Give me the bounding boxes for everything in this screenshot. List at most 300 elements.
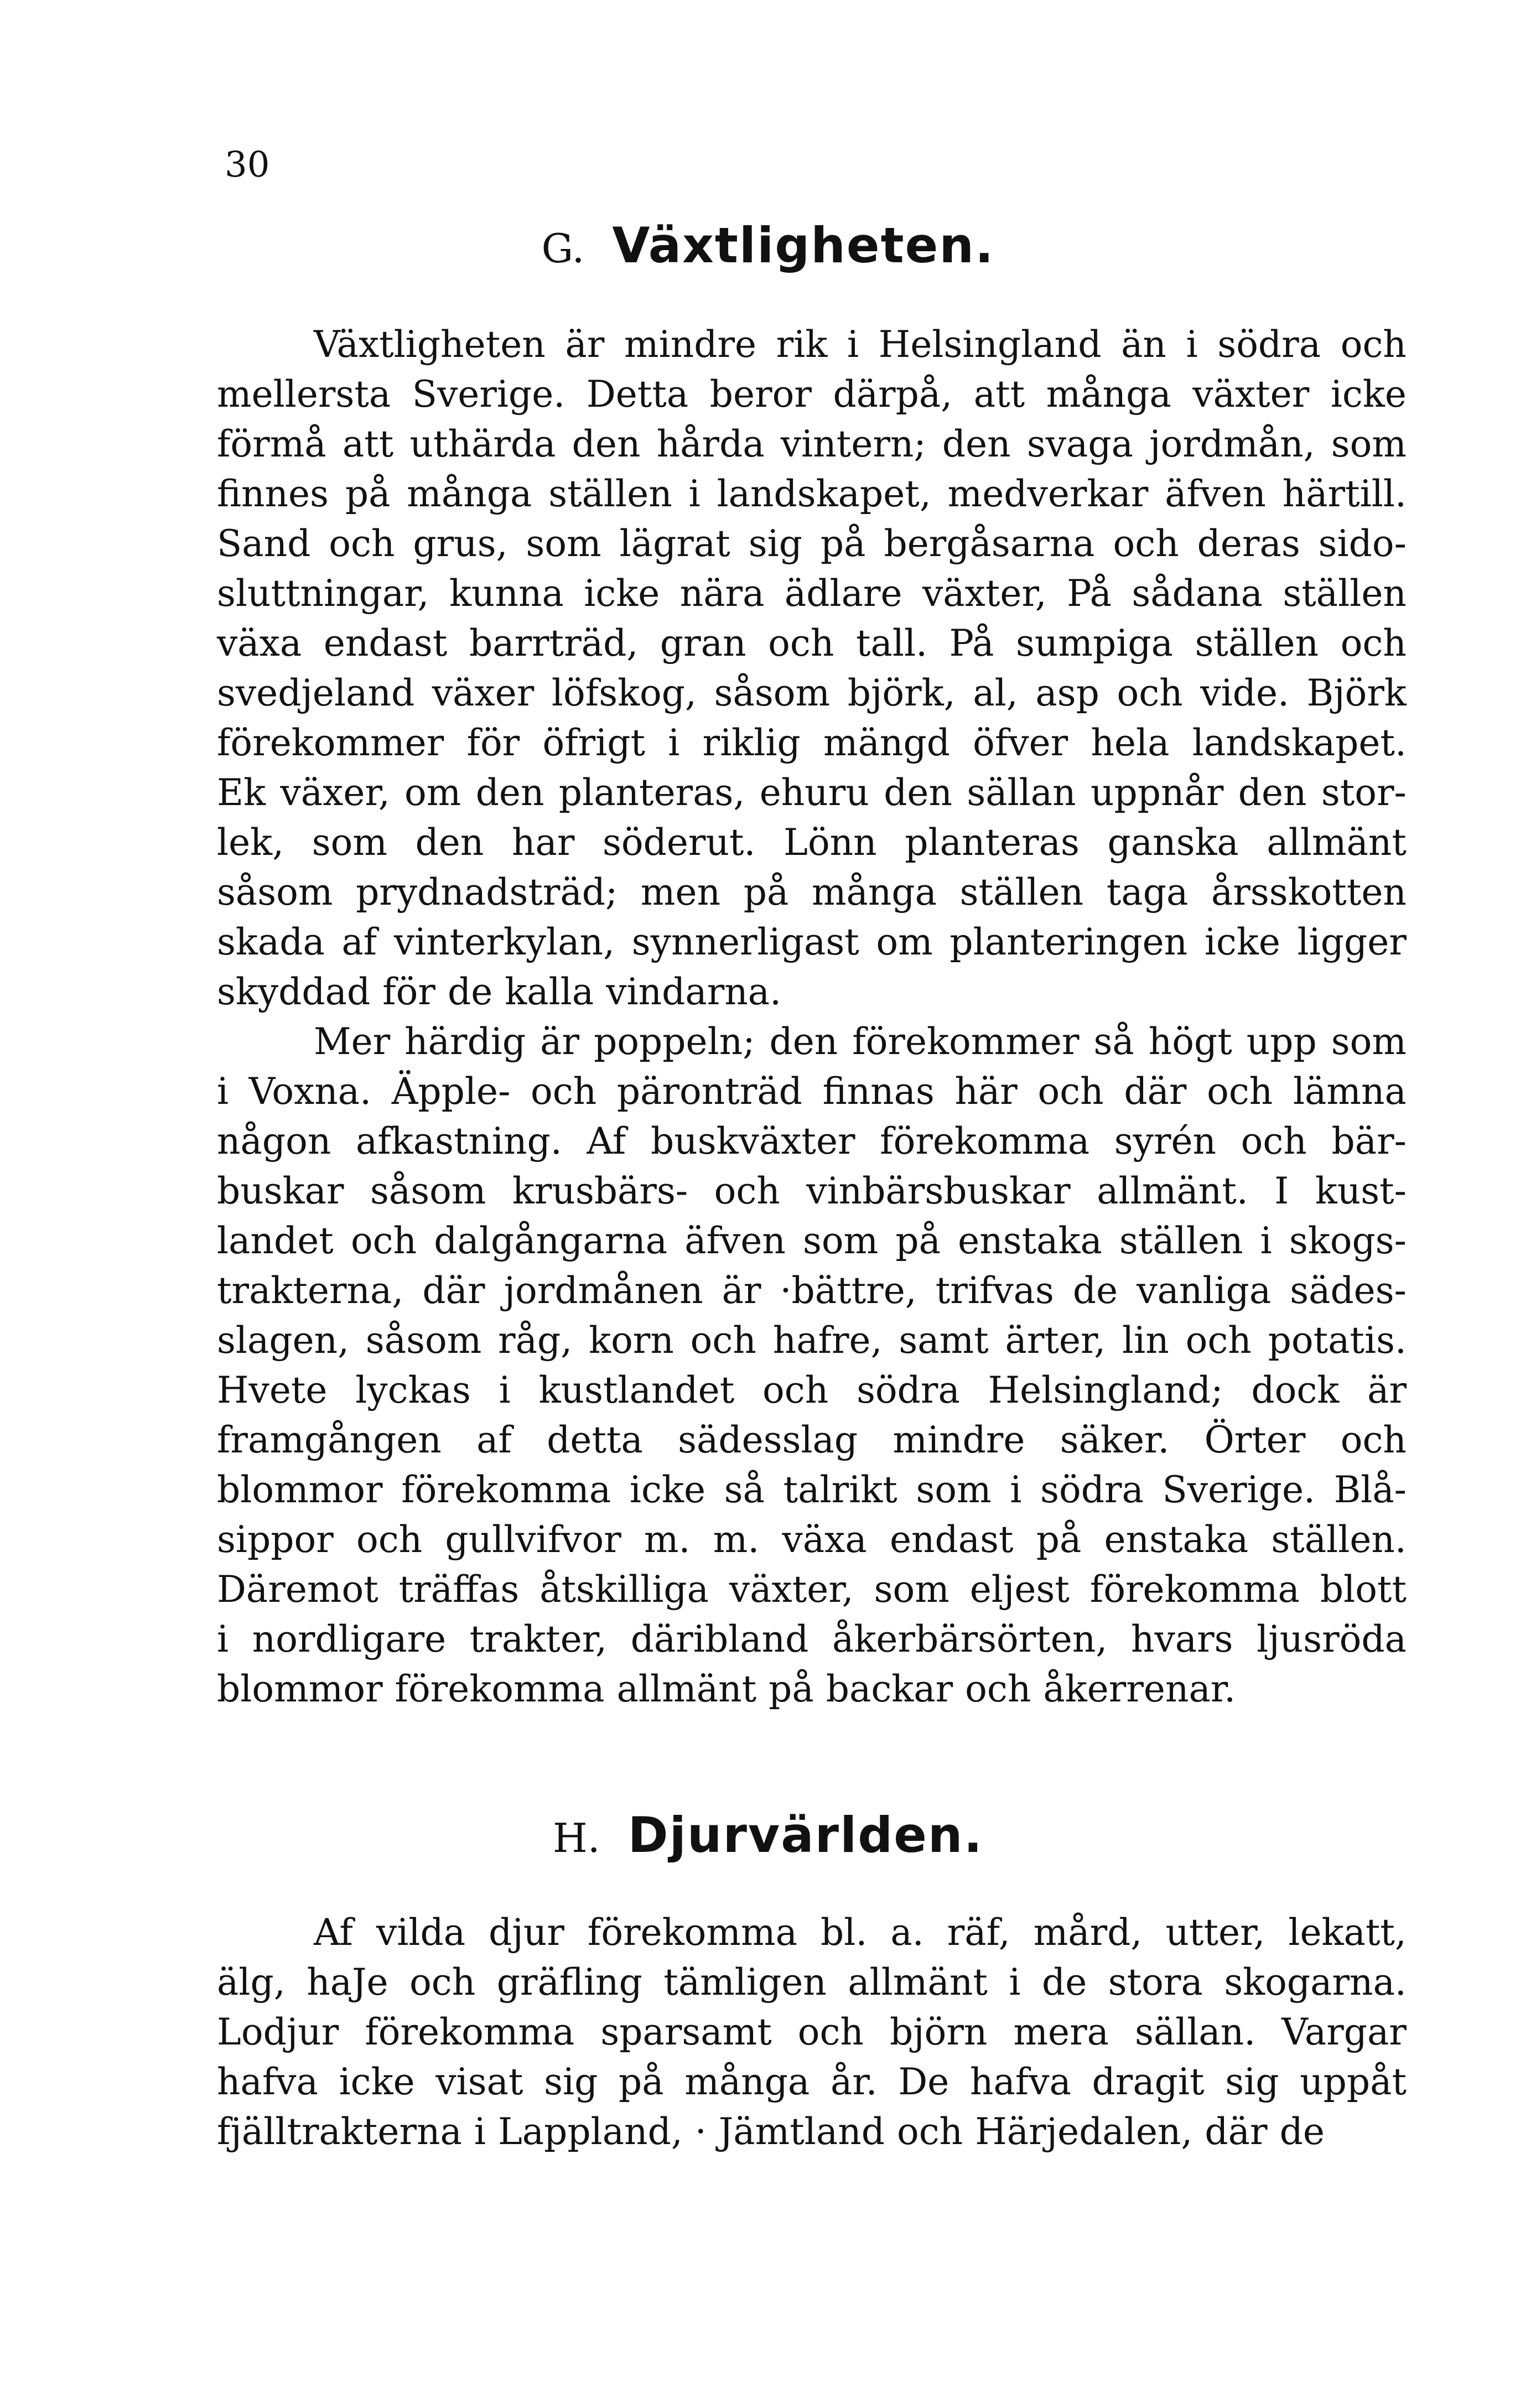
word: åkerrenar. (1043, 1668, 1236, 1710)
word: Däremot (217, 1568, 378, 1611)
word: på (743, 871, 789, 914)
word: I (1274, 1170, 1289, 1212)
word: allmänt. (1097, 1170, 1248, 1212)
word: af (476, 1419, 512, 1461)
text-line (217, 1316, 1407, 1366)
word: sluttningar, (217, 572, 429, 615)
word: den (942, 423, 1011, 465)
word: framgången (217, 1419, 442, 1461)
word: har (512, 821, 575, 864)
word: trifvas (935, 1269, 1054, 1312)
word: bergåsarna (884, 522, 1095, 565)
word: Blå- (1333, 1468, 1407, 1511)
word: sig (748, 522, 802, 565)
word: vintern; (780, 423, 926, 465)
word: haJe (307, 1961, 388, 2004)
word: gräfling (496, 1961, 642, 2004)
word: förekomma (401, 1468, 611, 1511)
word: år. (831, 2061, 878, 2103)
word: Mer (314, 1020, 391, 1063)
text-line (217, 967, 1407, 1017)
word: ljusröda (1257, 1618, 1407, 1660)
word: de (1279, 2110, 1325, 2153)
text-line (217, 1067, 1407, 1117)
word: som (526, 522, 601, 565)
word: i (847, 323, 859, 366)
word: hvars (1130, 1618, 1233, 1660)
text-line (217, 569, 1407, 619)
word: och (531, 1070, 597, 1113)
text-line (217, 1565, 1407, 1615)
word: och (1340, 323, 1407, 366)
word: så (724, 1468, 765, 1511)
word: kunna (449, 572, 564, 615)
text-line (217, 668, 1407, 718)
word: a. (890, 1911, 924, 1954)
word: ställen (1283, 572, 1407, 615)
word: nordligare (252, 1618, 447, 1660)
word: Helsingland (878, 323, 1102, 366)
text-line (217, 1017, 1407, 1067)
word: i (1010, 1468, 1022, 1511)
word: På (1067, 572, 1112, 615)
word: som (312, 821, 387, 864)
word: på (769, 1668, 814, 1710)
word: m. (713, 1518, 760, 1561)
word: Örter (1204, 1419, 1306, 1461)
word: mård, (1033, 1911, 1143, 1954)
word: sällan (967, 771, 1076, 814)
word: Af (587, 1120, 626, 1163)
word: där (422, 1269, 485, 1312)
word: de (1041, 1961, 1087, 2004)
word: om (876, 921, 933, 963)
section-letter: H. (552, 1815, 600, 1861)
word: skogarna. (1224, 1961, 1407, 2004)
text-line (217, 2107, 1407, 2157)
word: och (350, 1219, 417, 1262)
word: hafva (969, 2061, 1071, 2103)
word: den (1238, 771, 1307, 814)
word: sparsamt (600, 2011, 772, 2053)
word: medverkar (947, 473, 1149, 515)
word: bl. (820, 1911, 868, 1954)
word: vinbärsbuskar (806, 1170, 1071, 1212)
word: och (1037, 1070, 1104, 1113)
text-line (217, 1266, 1407, 1316)
word: slagen, (217, 1319, 350, 1362)
word: växa (217, 622, 302, 665)
word: kalla (505, 971, 594, 1013)
word: såsom (217, 871, 333, 914)
word: och (1340, 622, 1407, 665)
word: synnerligast (631, 921, 859, 963)
word: som (916, 1468, 992, 1511)
word: där (1124, 1070, 1187, 1113)
word: och (1185, 1319, 1252, 1362)
word: Växtligheten (314, 323, 546, 366)
word: af (341, 921, 377, 963)
word: den (769, 1020, 838, 1063)
word: ställen (1119, 1219, 1243, 1262)
word: vinterkylan, (393, 921, 615, 963)
text-line (217, 718, 1407, 768)
word: och (1340, 1419, 1407, 1461)
word: på (895, 1219, 941, 1262)
word: backar (826, 1668, 953, 1710)
word: Af (314, 1911, 353, 1954)
word: att (342, 423, 394, 465)
word: Hvete (217, 1369, 328, 1411)
word: och (797, 2011, 864, 2053)
word: blott (1320, 1568, 1407, 1611)
text-line (217, 1908, 1407, 1958)
word: gran (660, 622, 746, 665)
word: syrén (1114, 1120, 1217, 1163)
text-line (217, 469, 1407, 519)
word: lin (1122, 1319, 1169, 1362)
word: såsom (370, 1170, 486, 1212)
word: lyckas (355, 1369, 471, 1411)
word: icke (339, 2061, 415, 2103)
word: stor- (1321, 771, 1407, 814)
word: allmänt (1267, 821, 1407, 864)
word: päronträd (616, 1070, 802, 1113)
word: De (898, 2061, 949, 2103)
word: på (1036, 1518, 1082, 1561)
text-line (217, 320, 1407, 370)
text-line (217, 370, 1407, 419)
word: förekommer (852, 1020, 1080, 1063)
word: sido- (1318, 522, 1407, 565)
word: åkerbärsörten, (832, 1618, 1108, 1660)
word: som (1331, 423, 1407, 465)
word: på (345, 473, 391, 515)
section-heading-djurvarlden (0, 1807, 1536, 1864)
word: icke (1204, 921, 1280, 963)
word: djur (489, 1911, 564, 1954)
word: beror (709, 373, 812, 416)
word: rik (776, 323, 828, 366)
word: tämligen (663, 1961, 827, 2004)
word: sig (1225, 2061, 1279, 2103)
word: Härjedalen, (975, 2110, 1193, 2153)
text-line (217, 1216, 1407, 1266)
text-line (217, 1615, 1407, 1664)
word: sådana (1132, 572, 1263, 615)
word: sädes- (1290, 1269, 1407, 1312)
word: åtskilliga (539, 1568, 709, 1611)
word: Sverige. (1162, 1468, 1316, 1511)
word: dalgångarna (434, 1219, 668, 1262)
text-line (217, 1166, 1407, 1216)
word: många (684, 2061, 810, 2103)
word: och (714, 1170, 780, 1212)
word: landet (217, 1219, 334, 1262)
word: och (768, 622, 834, 665)
paragraph-vaxtligheten-2 (217, 1017, 1407, 1714)
word: endast (323, 622, 448, 665)
word: Lodjur (217, 2011, 339, 2053)
word: förekomma (395, 1668, 605, 1710)
word: någon (217, 1120, 331, 1163)
word: lek, (217, 821, 284, 864)
page-number: 30 (225, 144, 270, 185)
word: i (1260, 1219, 1272, 1262)
word: mera (1013, 2011, 1109, 2053)
word: i (217, 1070, 229, 1113)
word: trakter, (469, 1618, 608, 1660)
word: svedjeland (217, 672, 415, 714)
word: och (1117, 672, 1183, 714)
word: förekommer (217, 722, 444, 764)
word: blommor (217, 1468, 383, 1511)
text-line (217, 419, 1407, 469)
word: i (499, 1369, 511, 1411)
word: planteringen (949, 921, 1188, 963)
word: för (382, 971, 435, 1013)
word: och (1113, 522, 1179, 565)
word: icke (584, 572, 660, 615)
word: ligger (1297, 921, 1407, 963)
word: där (1205, 2110, 1268, 2153)
word: härtill. (1282, 473, 1407, 515)
word: växer, (280, 771, 390, 814)
word: deras (1197, 522, 1300, 565)
word: sumpiga (1016, 622, 1173, 665)
word: den (475, 771, 544, 814)
word: barrträd, (469, 622, 639, 665)
word: de (447, 971, 493, 1013)
word: växter, (922, 572, 1047, 615)
word: · (694, 2110, 707, 2153)
text-line (217, 1415, 1407, 1465)
word: utter, (1165, 1911, 1265, 1954)
word: så (1093, 1020, 1134, 1063)
word: vanliga (1137, 1269, 1272, 1312)
word: björk, (847, 672, 956, 714)
word: nära (679, 572, 765, 615)
word: årsskotten (1211, 871, 1407, 914)
word: uppåt (1300, 2061, 1407, 2103)
word: älg, (217, 1961, 286, 2004)
text-line (217, 1515, 1407, 1565)
word: ädlare (784, 572, 902, 615)
word: finnas (822, 1070, 935, 1113)
word: växter, (729, 1568, 854, 1611)
word: i (688, 473, 700, 515)
word: den (415, 821, 484, 864)
word: mindre (624, 323, 757, 366)
word: de (1072, 1269, 1118, 1312)
word: på (619, 2061, 664, 2103)
text-line (217, 868, 1407, 917)
word: taga (1106, 871, 1189, 914)
word: gullvifvor (445, 1518, 621, 1561)
word: säker. (1060, 1419, 1170, 1461)
word: däribland (630, 1618, 809, 1660)
section-title: Djurvärlden. (627, 1807, 983, 1864)
word: i (474, 2110, 486, 2153)
word: den (572, 423, 641, 465)
word: lägrat (619, 522, 730, 565)
word: växa (782, 1518, 867, 1561)
word: södra (857, 1369, 960, 1411)
word: ställen. (1271, 1518, 1407, 1561)
word: men (640, 871, 721, 914)
word: korn (589, 1319, 674, 1362)
word: skogs- (1289, 1219, 1407, 1262)
word: icke (1330, 373, 1407, 416)
word: hela (1091, 722, 1170, 764)
word: krusbärs- (512, 1170, 688, 1212)
text-line (217, 1958, 1407, 2007)
word: allmänt (848, 1961, 988, 2004)
word: löfskog, (551, 672, 697, 714)
word: i (1186, 323, 1198, 366)
text-line (217, 2057, 1407, 2107)
word: sippor (217, 1518, 334, 1561)
word: enstaka (1104, 1518, 1249, 1561)
word: m. (644, 1518, 691, 1561)
word: fjälltrakterna (217, 2110, 462, 2153)
word: om (404, 771, 461, 814)
word: riklig (702, 722, 801, 764)
word: i (217, 1618, 229, 1660)
word: många (407, 473, 532, 515)
word: är (722, 1269, 761, 1312)
word: såsom (365, 1319, 482, 1362)
word: hafva (217, 2061, 318, 2103)
word: på (820, 522, 866, 565)
text-line (217, 818, 1407, 868)
word: Äpple- (391, 1070, 511, 1113)
word: visat (435, 2061, 523, 2103)
word: allmänt (616, 1668, 757, 1710)
word: al, (973, 672, 1018, 714)
word: ·bättre, (780, 1269, 917, 1312)
word: än (1121, 323, 1166, 366)
word: därpå, (833, 373, 953, 416)
word: mängd (823, 722, 950, 764)
section-title: Växtligheten. (612, 217, 995, 274)
word: Jämtland (718, 2110, 885, 2153)
word: sig (544, 2061, 598, 2103)
word: är (540, 1020, 580, 1063)
word: prydnadsträd; (356, 871, 618, 914)
word: kustlandet (538, 1369, 735, 1411)
word: uppnår (1090, 771, 1224, 814)
word: sällan. (1135, 2011, 1256, 2053)
word: den (884, 771, 953, 814)
section-letter: G. (541, 225, 585, 272)
word: kust- (1315, 1170, 1407, 1212)
word: Vargar (1281, 2011, 1407, 2053)
word: Lönn (783, 821, 877, 864)
word: att (973, 373, 1025, 416)
word: dragit (1092, 2061, 1205, 2103)
word: och (409, 1961, 476, 2004)
word: landskapet, (717, 473, 931, 515)
word: Sverige. (412, 373, 565, 416)
word: finnes (217, 473, 329, 515)
word: och (329, 522, 395, 565)
word: och (896, 2110, 963, 2153)
text-line (217, 1664, 1407, 1714)
word: buskar (217, 1170, 344, 1212)
text-line (217, 768, 1407, 818)
word: planteras, (558, 771, 745, 814)
word: Sand (217, 522, 311, 565)
word: hafre, (772, 1319, 883, 1362)
word: ganska (1107, 821, 1239, 864)
word: endast (889, 1518, 1014, 1561)
word: vilda (376, 1911, 466, 1954)
paragraph-djurvarlden-1 (217, 1908, 1407, 2157)
word: björn (889, 2011, 988, 2053)
word: äfven (1165, 473, 1266, 515)
word: är (565, 323, 605, 366)
word: sädesslag (678, 1419, 858, 1461)
word: potatis. (1268, 1319, 1407, 1362)
word: enstaka (958, 1219, 1102, 1262)
word: upp (1246, 1020, 1317, 1063)
word: Lappland, (497, 2110, 683, 2153)
word: svaga (1026, 423, 1133, 465)
word: som (803, 1219, 879, 1262)
word: öfrigt (542, 722, 646, 764)
word: skyddad (217, 971, 371, 1013)
word: ställen (548, 473, 672, 515)
word: dock (1251, 1369, 1340, 1411)
word: växter (1192, 373, 1310, 416)
word: icke (629, 1468, 706, 1511)
word: träffas (398, 1568, 520, 1611)
word: planteras (905, 821, 1080, 864)
text-line (217, 917, 1407, 967)
paragraph-vaxtligheten-1 (217, 320, 1407, 1017)
word: förmå (217, 423, 326, 465)
word: i (1009, 1961, 1021, 2004)
word: trakterna, (217, 1269, 404, 1312)
word: många (1046, 373, 1171, 416)
word: uthärda (409, 423, 556, 465)
word: för (466, 722, 520, 764)
text-line (217, 1465, 1407, 1515)
word: som (1331, 1020, 1407, 1063)
word: förekomma (365, 2011, 575, 2053)
word: många (811, 871, 937, 914)
word: skada (217, 921, 325, 963)
word: förekomma (880, 1120, 1090, 1163)
word: och (762, 1369, 829, 1411)
word: såsom (714, 672, 831, 714)
word: förekomma (587, 1911, 797, 1954)
word: förekomma (1089, 1568, 1300, 1611)
word: hårda (656, 423, 765, 465)
word: växer (432, 672, 535, 714)
word: lekatt, (1288, 1911, 1407, 1954)
word: ställen (959, 871, 1084, 914)
word: äfven (684, 1219, 786, 1262)
word: här (954, 1070, 1018, 1113)
word: talrikt (783, 1468, 897, 1511)
word: mindre (892, 1419, 1025, 1461)
word: är (1367, 1369, 1407, 1411)
word: södra (1217, 323, 1321, 366)
word: tall. (855, 622, 928, 665)
word: buskväxter (650, 1120, 855, 1163)
